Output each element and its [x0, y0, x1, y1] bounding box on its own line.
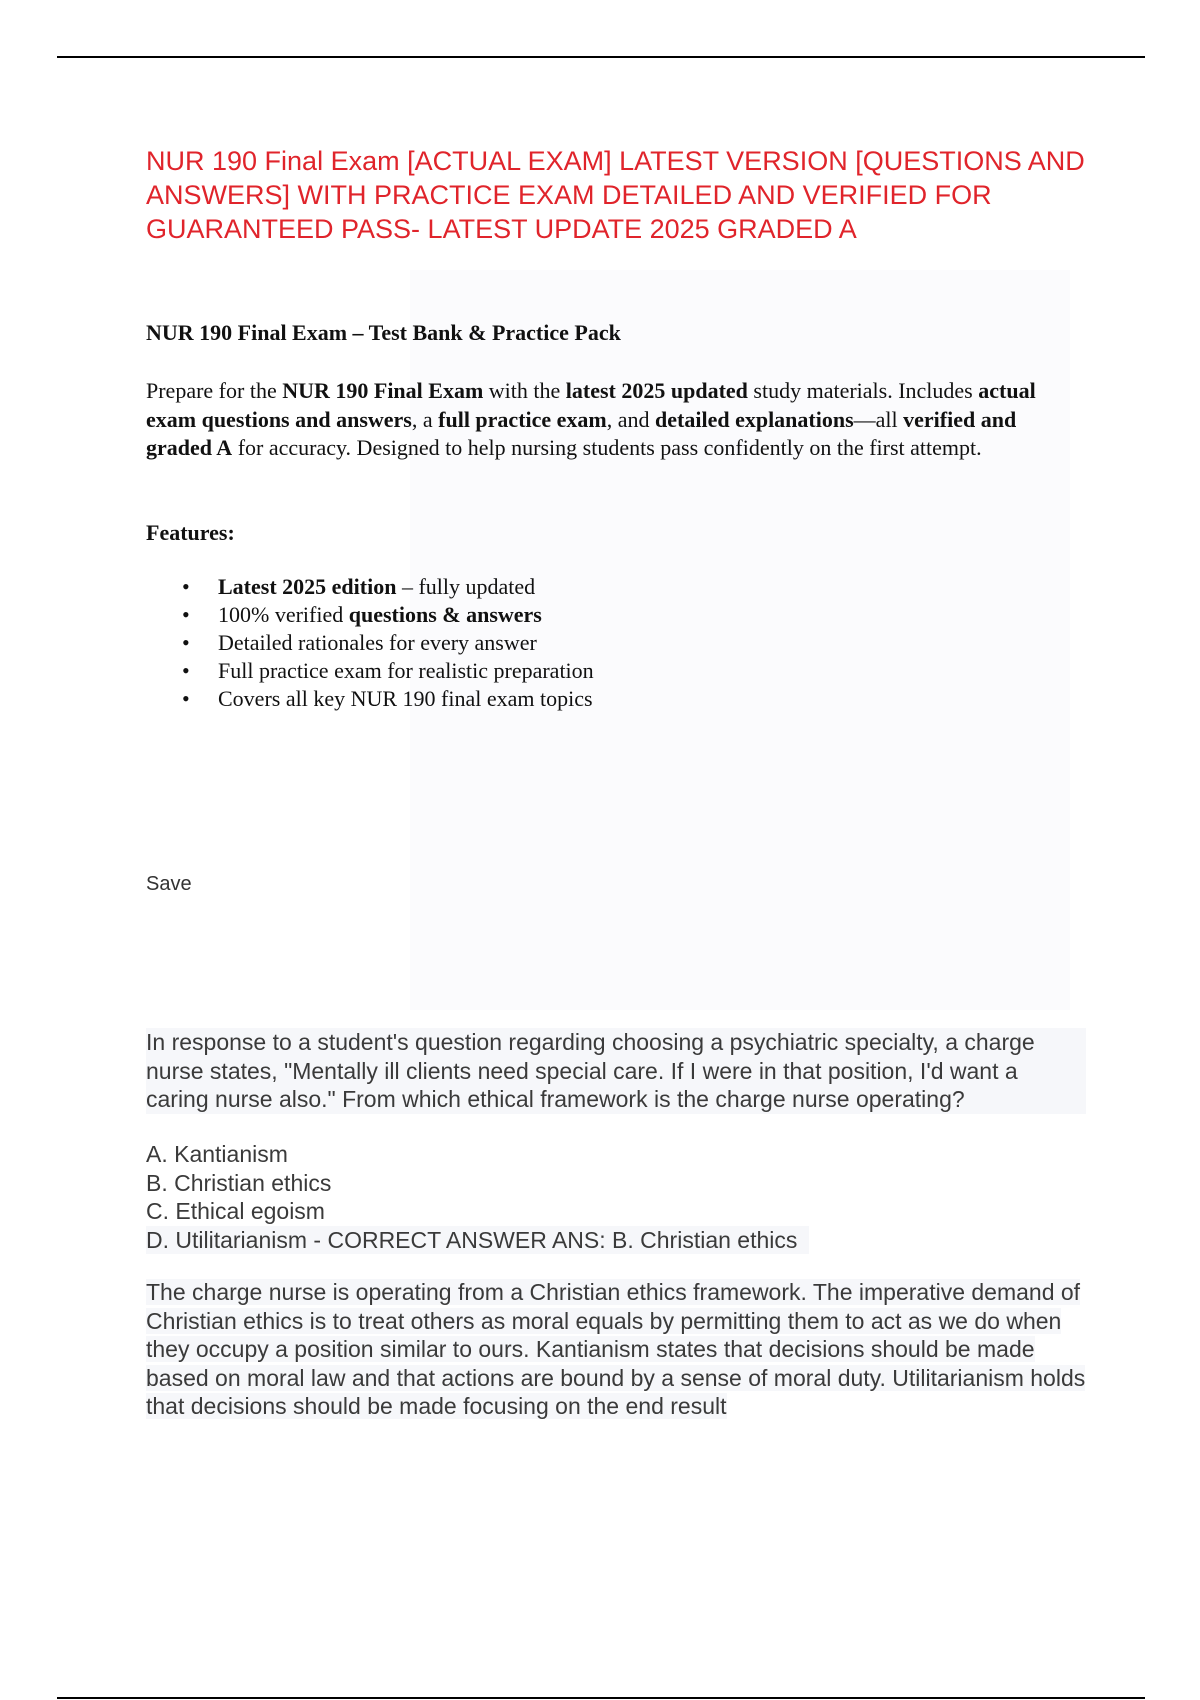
rationale-text: [146, 1278, 1086, 1421]
option-b: B. Christian ethics: [146, 1169, 332, 1196]
intro-text: Prepare for the: [146, 378, 283, 403]
option-a: A. Kantianism: [146, 1141, 288, 1167]
intro-text: , and: [606, 406, 656, 432]
option-c: C. Ethical egoism: [146, 1198, 325, 1224]
option-d: D. Utilitarianism - CORRECT ANSWER ANS: B. Christian ethics: [146, 1226, 809, 1255]
intro-paragraph: [146, 377, 1086, 463]
feature-text: 100% verified: [218, 602, 349, 627]
list-item: [146, 573, 594, 601]
document-title: NUR 190 Final Exam [ACTUAL EXAM] LATEST VERSION [QUESTIONS AND ANSWERS] WITH PRACTICE EXAM DETAILED AND VERIFIED FOR GUARANTEED PASS- LATEST UPDATE 2025 GRADED A: [146, 146, 1085, 244]
intro-text: with the: [483, 378, 566, 403]
section-subtitle: NUR 190 Final Exam – Test Bank & Practice Pack: [146, 320, 621, 345]
features-heading: Features:: [146, 520, 235, 545]
intro-bold: latest 2025 updated: [565, 378, 748, 403]
list-item: [146, 601, 594, 629]
intro-bold: detailed explanations: [655, 406, 854, 432]
list-item: [146, 629, 594, 657]
intro-bold: full practice exam: [438, 406, 607, 432]
save-button[interactable]: Save: [146, 873, 192, 895]
rationale-highlight: The charge nurse is operating from a Christian ethics framework. The imperative demand of Christian ethics is to treat others as moral equals by permitting them to act as we do when they occupy a position similar to ours. Kantianism states that decisions should be made based on moral law and that actions are bound by a sense of moral duty. Utilitarianism holds that decisions should be made focusing on the end result: [146, 1279, 1086, 1419]
feature-bold: Latest 2025 edition: [218, 574, 397, 599]
intro-bold: verified and graded A: [146, 406, 1017, 460]
feature-text: Covers all key NUR 190 final exam topics: [218, 686, 593, 711]
feature-text: – fully updated: [396, 574, 536, 599]
intro-bold: NUR 190 Final Exam: [282, 378, 484, 403]
top-rule: [57, 56, 1145, 58]
feature-text: Full practice exam for realistic preparation: [218, 658, 594, 683]
intro-text: for accuracy. Designed to help nursing students pass confidently on the first attempt.: [232, 435, 982, 460]
intro-bold: actual exam questions and answers: [146, 378, 1036, 432]
list-item: [146, 657, 594, 685]
intro-text: —all: [853, 406, 904, 432]
intro-text: study materials. Includes: [747, 378, 979, 403]
bottom-rule: [57, 1697, 1145, 1699]
features-list: [146, 573, 594, 713]
question-text: In response to a student's question regarding choosing a psychiatric specialty, a charge nurse states, "Mentally ill clients need special care. If I were in that position, I'd want a caring nurse also." From which ethical framework is the charge nurse operating?: [146, 1028, 1086, 1114]
answer-options: [146, 1140, 809, 1254]
intro-text: , a: [411, 406, 439, 432]
feature-bold: questions & answers: [348, 602, 542, 627]
feature-text: Detailed rationales for every answer: [218, 630, 537, 655]
list-item: [146, 685, 594, 713]
